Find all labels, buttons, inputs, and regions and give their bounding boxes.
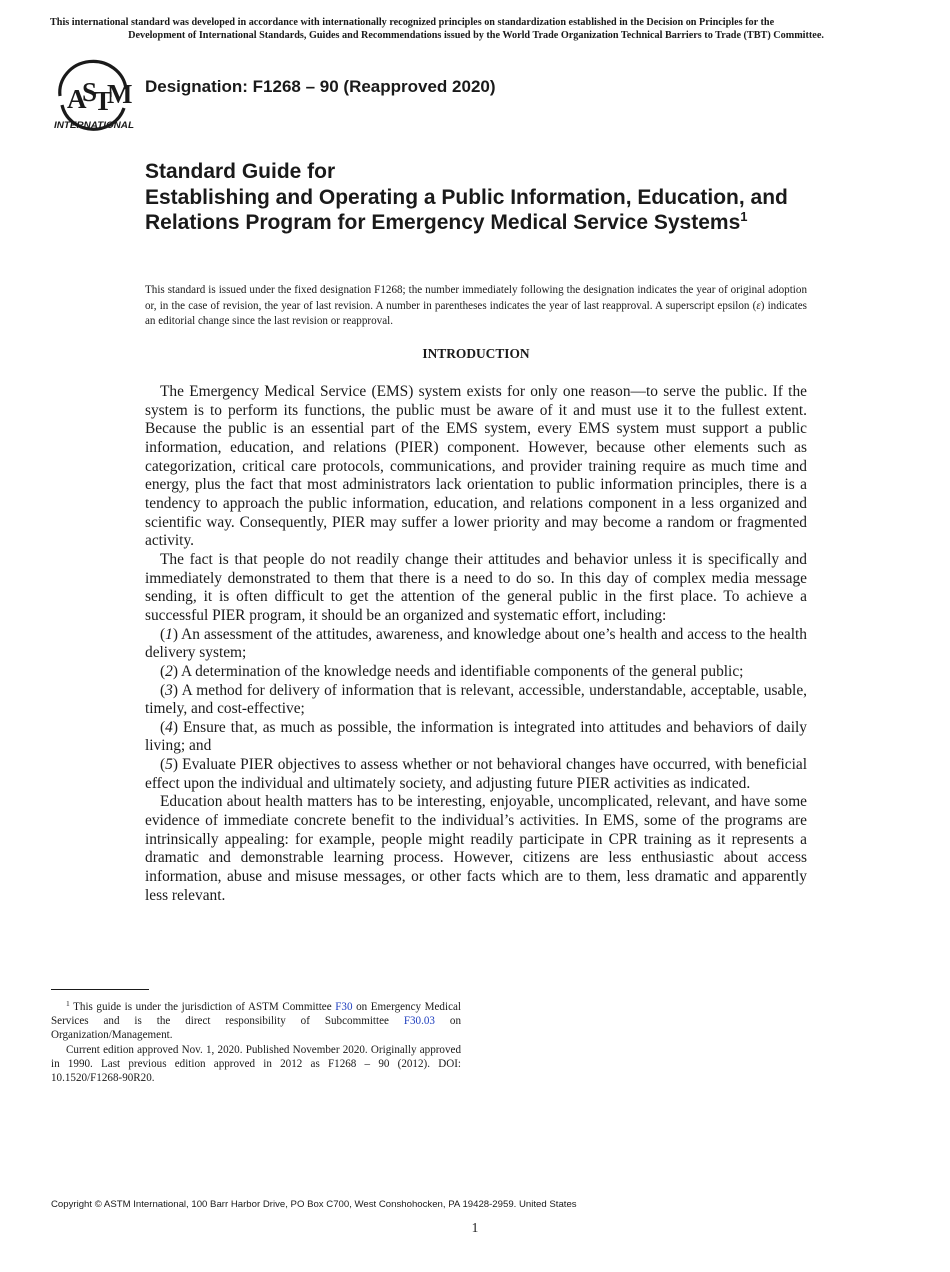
issued-note bbox=[145, 283, 807, 330]
astm-logo bbox=[52, 56, 136, 132]
list-item-text: A method for delivery of information that is relevant, accessible, understandable, acceptable, usable, timely, and cost-effective; bbox=[145, 681, 807, 718]
list-item-text: A determination of the knowledge needs and identifiable components of the general public; bbox=[177, 662, 744, 680]
list-item-number: 5 bbox=[165, 756, 173, 774]
designation: Designation: F1268 – 90 (Reapproved 2020) bbox=[145, 77, 496, 96]
title-footnote-mark: 1 bbox=[740, 209, 748, 224]
subcommittee-f30-03-link[interactable]: F30.03 bbox=[403, 1015, 435, 1028]
wto-notice bbox=[50, 16, 902, 42]
list-item-number: 1 bbox=[165, 625, 173, 643]
page-number: 1 bbox=[471, 1220, 479, 1235]
intro-paragraph-3: Education about health matters has to be interesting, enjoyable, uncomplicated, relevant, and have some evidence of immediate concrete benefit to the individual’s activities. In EMS, some of the programs are intrinsically appealing: for example, people might readily participate in CPR training as it represents a dramatic and demonstrable learning process. However, citizens are less enthusiastic about access information, abuse and misuse messages, or other facts which are to them, less dramatic and apparently less relevant. bbox=[145, 793, 807, 904]
title-main-text: Establishing and Operating a Public Information, Education, and Relations Program for Emergency Medical Service Systems bbox=[145, 185, 788, 234]
introduction-heading: INTRODUCTION bbox=[422, 346, 530, 361]
list-item-4: (4) Ensure that, as much as possible, the information is integrated into attitudes and behaviors of daily living; and bbox=[145, 718, 807, 755]
wto-notice-line-2: Development of International Standards, Guides and Recommendations issued by the World Trade Organization Technical Barriers to Trade (TBT) Committee. bbox=[128, 30, 824, 41]
footnote-mark: 1 bbox=[66, 999, 70, 1008]
title-main bbox=[145, 185, 845, 236]
list-item-number: 4 bbox=[165, 718, 173, 736]
svg-text:A: A bbox=[67, 84, 87, 114]
svg-text:M: M bbox=[107, 79, 133, 109]
wto-notice-line-1: This international standard was developed in accordance with internationally recognized principles on standardization established in the Decision on Principles for the bbox=[50, 17, 775, 28]
footnote-text: on Organization/Management. bbox=[51, 1015, 461, 1042]
list-item-number: 2 bbox=[165, 662, 173, 680]
list-item-5: (5) Evaluate PIER objectives to assess whether or not behavioral changes have occurred, with beneficial effect upon the individual and ultimately society, and adjusting future PIER activities as indicated. bbox=[145, 756, 807, 792]
footnote-edition: Current edition approved Nov. 1, 2020. Published November 2020. Originally approved in 1990. Last previous edition approved in 2012 as F1268 – 90 (2012). DOI: 10.1520/F1268-90R20. bbox=[51, 1043, 461, 1085]
copyright: Copyright © ASTM International, 100 Barr Harbor Drive, PO Box C700, West Conshohocken, PA 19428-2959. United States bbox=[51, 1199, 577, 1210]
committee-f30-link[interactable]: F30 bbox=[335, 1001, 353, 1013]
list-item-text: Evaluate PIER objectives to assess whether or not behavioral changes have occurred, with beneficial effect upon the individual and ultimately society, and adjusting future PIER activities as indicated. bbox=[145, 756, 807, 792]
intro-paragraph-1: The Emergency Medical Service (EMS) system exists for only one reason—to serve the public. If the system is to perform its functions, the public must be aware of it and must use it to the fullest extent. Because the public is an essential part of the EMS system, every EMS system must support a public information, education, and relations (PIER) component. However, because other elements such as categorization, critical care protocols, communications, and provider training require as much time and energy, plus the fact that most administrators lack orientation to public information principles, there is a tendency to approach the public information, education, and relations component in a less organized and scientific way. Consequently, PIER may suffer a lower priority and may become a random or fragmented activity. bbox=[145, 383, 807, 550]
intro-paragraph-2: The fact is that people do not readily change their attitudes and behavior unless it is specifically and immediately demonstrated to them that there is a need to do so. In this day of complex media message sending, it is often difficult to get the attention of the general public in the first place. To achieve a successful PIER program, it should be an organized and systematic effort, including: bbox=[145, 550, 807, 624]
epsilon-symbol: ε bbox=[756, 299, 761, 312]
list-item-1: (1) An assessment of the attitudes, awareness, and knowledge about one’s health and access to the health delivery system; bbox=[145, 625, 807, 662]
footnotes bbox=[51, 1000, 461, 1085]
astm-logo-label: INTERNATIONAL bbox=[54, 120, 135, 131]
footnote-text: on Emergency Medical Services and is the direct responsibility of Subcommittee bbox=[51, 1001, 461, 1028]
svg-text:T: T bbox=[94, 86, 113, 116]
title-line-1: Standard Guide for bbox=[145, 160, 336, 183]
list-item-number: 3 bbox=[165, 681, 173, 699]
footnote-1 bbox=[51, 1000, 461, 1043]
footnote-text: This guide is under the jurisdiction of ASTM Committee bbox=[69, 1001, 336, 1013]
svg-text:S: S bbox=[82, 77, 98, 107]
list-item-3: (3) A method for delivery of information that is relevant, accessible, understandable, acceptable, usable, timely, and cost-effective; bbox=[145, 681, 807, 718]
issued-note-text-2: ) indicates an editorial change since the last revision or reapproval. bbox=[145, 299, 807, 327]
list-item-text: An assessment of the attitudes, awareness, and knowledge about one’s health and access to the health delivery system; bbox=[145, 625, 807, 662]
document-title bbox=[145, 159, 845, 236]
issued-note-text-1: This standard is issued under the fixed designation F1268; the number immediately following the designation indicates the year of original adoption or, in the case of revision, the year of last revision. A number in parentheses indicates the year of last reapproval. A superscript epsilon ( bbox=[145, 284, 807, 312]
footnote-divider bbox=[51, 989, 149, 990]
list-item-text: Ensure that, as much as possible, the information is integrated into attitudes and behaviors of daily living; and bbox=[145, 718, 807, 755]
list-item-2: (2) A determination of the knowledge needs and identifiable components of the general public; bbox=[160, 662, 744, 680]
introduction-body bbox=[145, 383, 807, 905]
